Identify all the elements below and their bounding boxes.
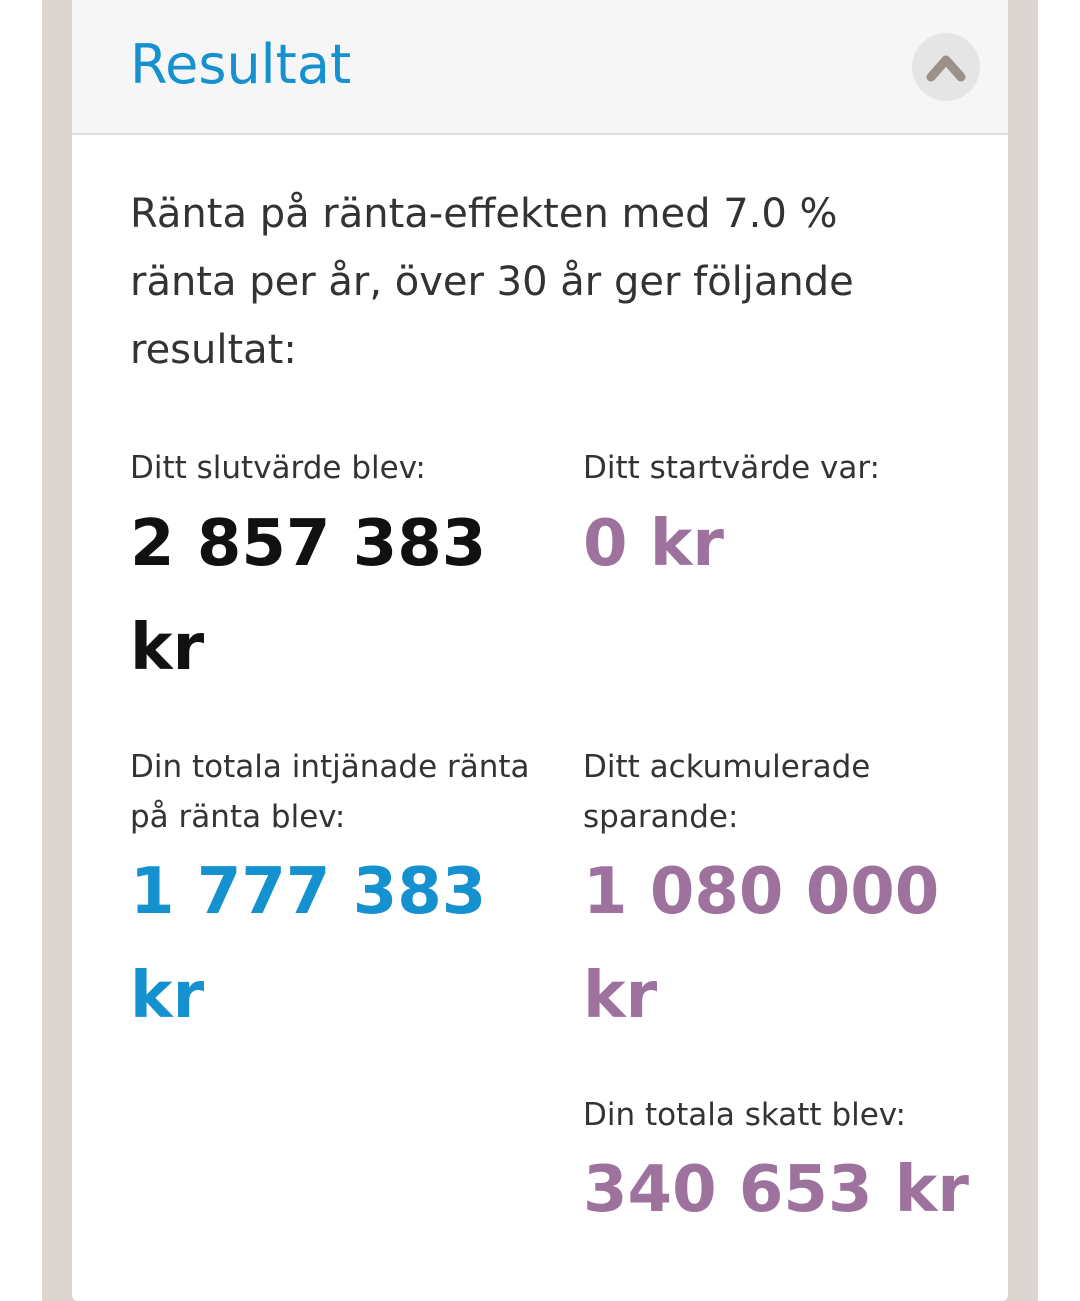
total-interest-label: Din totala intjänade ränta på ränta blev: (130, 749, 530, 835)
results-card (72, 0, 1008, 1301)
collapse-button[interactable] (912, 33, 980, 101)
end-value: 2 857 383 kr (130, 507, 487, 685)
results-header[interactable] (72, 0, 1008, 135)
accumulated-savings-label: Ditt ackumulerade sparande: (583, 749, 871, 835)
start-value-label: Ditt startvärde var: (583, 450, 880, 486)
total-tax-label: Din totala skatt blev: (583, 1097, 906, 1133)
chevron-up-icon (926, 49, 966, 85)
results-summary-text: Ränta på ränta-effekten med 7.0 % ränta per år, över 30 år ger följande resultat: (130, 191, 854, 373)
end-value-label: Ditt slutvärde blev: (130, 450, 426, 486)
accumulated-savings-value: 1 080 000 kr (583, 855, 940, 1033)
total-tax-value: 340 653 kr (583, 1153, 969, 1227)
total-interest-value: 1 777 383 kr (130, 855, 487, 1033)
results-title: Resultat (130, 33, 352, 96)
start-value: 0 kr (583, 507, 724, 581)
